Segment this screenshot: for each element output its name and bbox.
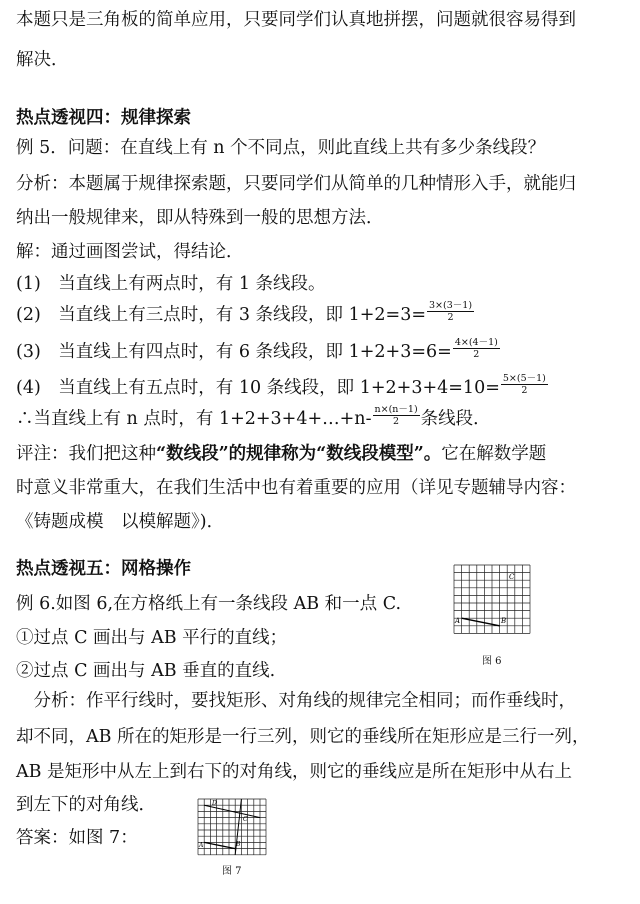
case-3-denominator: 2 bbox=[473, 349, 480, 360]
example-5: 例 5．问题：在直线上有 n 个不同点，则此直线上共有多少条线段？ bbox=[16, 138, 546, 158]
answer-line: 答案：如图 7： bbox=[16, 828, 138, 848]
case-4-text: (4) 当直线上有五点时，有 10 条线段，即 1+2+3+4=10= bbox=[16, 378, 500, 398]
heading-section-4: 热点透视四：规律探索 bbox=[16, 108, 191, 128]
case-1: (1) 当直线上有两点时，有 1 条线段。 bbox=[16, 274, 326, 294]
intro-line-2: 解决． bbox=[16, 50, 69, 70]
figure-6-caption: 图 6 bbox=[482, 656, 502, 667]
comment-line-3: 《铸题成模 以模解题》)． bbox=[16, 512, 225, 532]
case-2-denominator: 2 bbox=[447, 312, 454, 323]
case-2 bbox=[16, 300, 475, 327]
figure-7-gridlines bbox=[198, 799, 266, 855]
case-3-fraction bbox=[453, 337, 500, 360]
analysis-line-2: 纳出一般规律来，即从特殊到一般的思想方法． bbox=[16, 208, 384, 228]
case-4 bbox=[16, 373, 549, 400]
case-2-text: (2) 当直线上有三点时，有 3 条线段，即 1+2=3= bbox=[16, 305, 427, 325]
figure-7-label-c: C bbox=[243, 816, 248, 823]
comment-emphasis: “数线段”的规律称为“数线段模型”。 bbox=[156, 444, 442, 464]
figure-6-grid bbox=[452, 563, 532, 641]
case-2-numerator: 3×(3－1) bbox=[429, 300, 473, 311]
case-3 bbox=[16, 337, 501, 364]
figure-7-label-b: B bbox=[236, 841, 241, 848]
general-text-end: 条线段． bbox=[420, 409, 491, 429]
solution-line: 解：通过画图尝试，得结论． bbox=[16, 242, 244, 262]
figure-6-segment-ab bbox=[462, 618, 500, 626]
case-3-numerator: 4×(4－1) bbox=[454, 337, 498, 348]
figure-6-label-a: A bbox=[455, 617, 461, 625]
figure-7-label-a: A bbox=[199, 842, 204, 849]
general-numerator: n×(n－1) bbox=[374, 404, 418, 415]
question-1: ①过点 C 画出与 AB 平行的直线； bbox=[16, 628, 288, 648]
heading-section-5: 热点透视五：网格操作 bbox=[16, 559, 191, 579]
general-case bbox=[16, 404, 491, 431]
question-2: ②过点 C 画出与 AB 垂直的直线. bbox=[16, 661, 276, 681]
analysis6-line-4: 到左下的对角线． bbox=[16, 795, 156, 815]
figure-7-grid bbox=[196, 797, 268, 861]
case-4-fraction bbox=[501, 373, 548, 396]
comment-text-c: 它在解数学题 bbox=[441, 444, 547, 464]
figure-7-segment-ab bbox=[204, 842, 235, 848]
figure-6-label-c: C bbox=[509, 573, 515, 581]
figure-7-label-d: D bbox=[212, 800, 217, 807]
example-6: 例 6.如图 6,在方格纸上有一条线段 AB 和一点 C. bbox=[16, 594, 402, 614]
comment-line-1 bbox=[16, 442, 546, 466]
analysis6-line-1: 分析：作平行线时，要找矩形、对角线的规律完全相同；而作垂线时， bbox=[16, 691, 576, 711]
comment-text-a: 评注：我们把这种 bbox=[16, 444, 156, 464]
figure-6-label-b: B bbox=[501, 617, 507, 625]
comment-line-2: 时意义非常重大，在我们生活中也有着重要的应用（详见专题辅导内容： bbox=[16, 478, 576, 498]
analysis6-line-3: AB 是矩形中从左上到右下的对角线，则它的垂线应是所在矩形中从右上 bbox=[16, 762, 573, 782]
general-denominator: 2 bbox=[393, 416, 400, 427]
general-fraction bbox=[373, 404, 420, 427]
intro-line-1: 本题只是三角板的简单应用，只要同学们认真地拼摆，问题就很容易得到 bbox=[16, 10, 576, 30]
case-4-denominator: 2 bbox=[521, 385, 528, 396]
case-4-numerator: 5×(5－1) bbox=[502, 373, 546, 384]
general-text: ∴当直线上有 n 点时，有 1+2+3+4+…+n- bbox=[16, 409, 372, 429]
figure-6-gridlines bbox=[454, 565, 530, 633]
case-2-fraction bbox=[427, 300, 474, 323]
case-3-text: (3) 当直线上有四点时，有 6 条线段，即 1+2+3=6= bbox=[16, 342, 452, 362]
analysis-line-1: 分析：本题属于规律探索题，只要同学们从简单的几种情形入手，就能归 bbox=[16, 174, 576, 194]
figure-7-caption: 图 7 bbox=[222, 866, 242, 877]
analysis6-line-2: 却不同，AB 所在的矩形是一行三列，则它的垂线所在矩形应是三行一列， bbox=[16, 727, 590, 747]
